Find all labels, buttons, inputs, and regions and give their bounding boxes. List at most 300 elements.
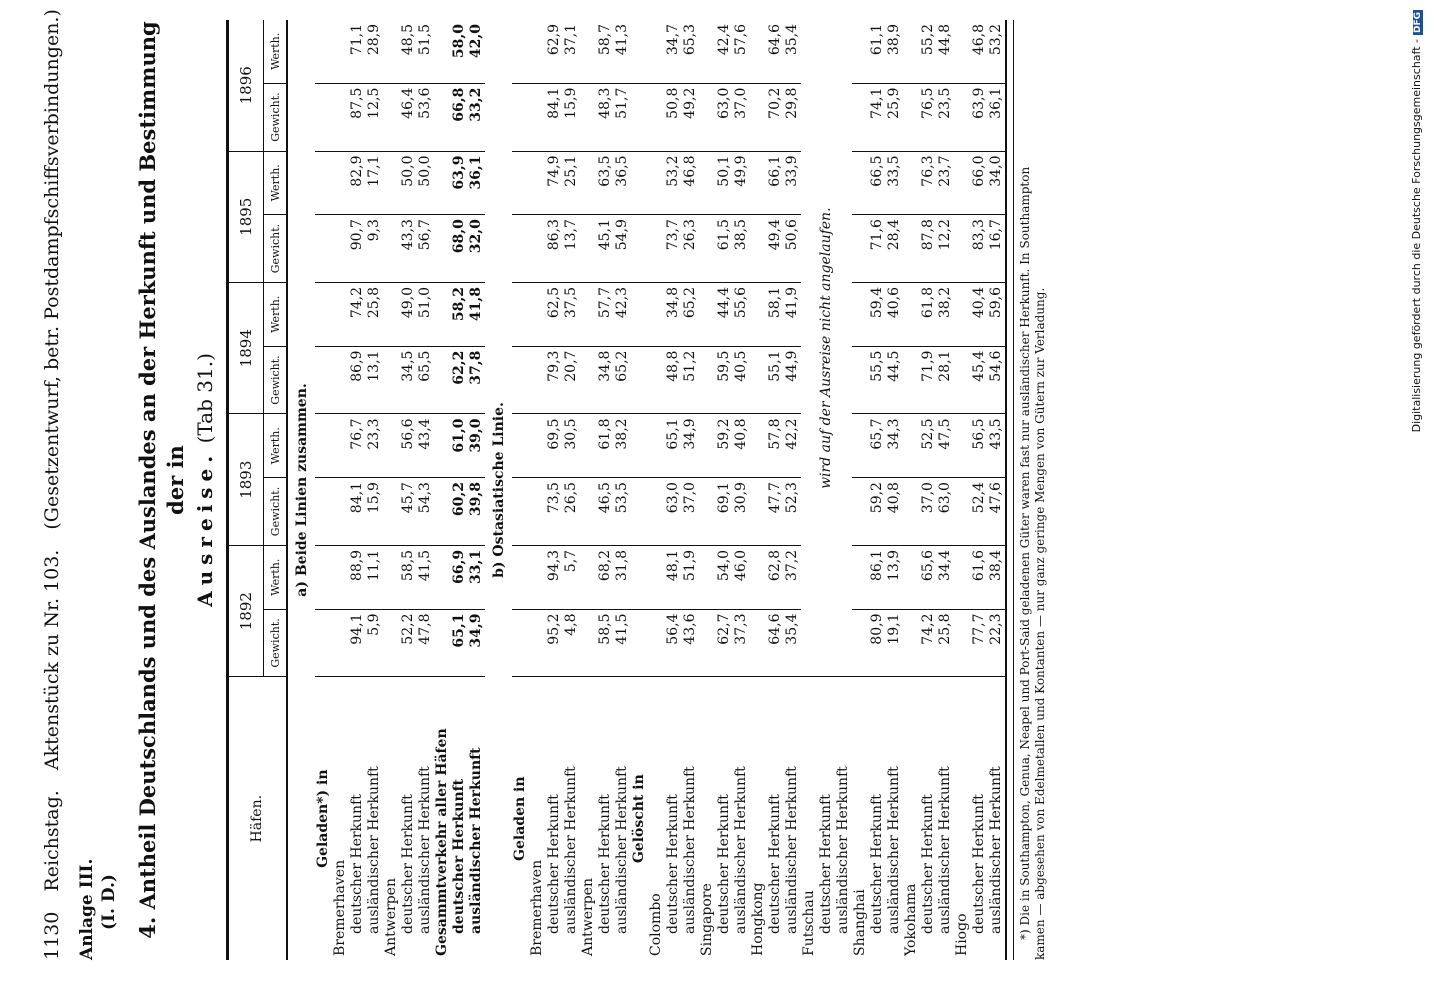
cell-value: 37,2 bbox=[784, 545, 801, 609]
table-body-b bbox=[485, 20, 529, 960]
cell-value: 56,4 bbox=[665, 609, 682, 677]
cell-value: 34,5 bbox=[400, 346, 417, 414]
cell-value: 44,5 bbox=[886, 346, 903, 414]
cell-value: 28,1 bbox=[937, 346, 954, 414]
cell-value: 55,5 bbox=[869, 346, 886, 414]
origin-label: deutscher Herkunft bbox=[349, 794, 365, 934]
cell-value: 17,1 bbox=[366, 151, 383, 215]
table-row bbox=[682, 20, 699, 960]
origin-label: deutscher Herkunft bbox=[716, 794, 732, 934]
origin-label: deutscher Herkunft bbox=[451, 778, 467, 934]
table-row bbox=[767, 20, 784, 960]
table-row bbox=[937, 20, 954, 960]
cell-value: 50,0 bbox=[417, 151, 434, 215]
cell-value: 33,1 bbox=[468, 545, 485, 609]
origin-label: ausländischer Herkunft bbox=[614, 766, 630, 934]
year-header: 1894 bbox=[228, 282, 264, 413]
cell-value: 86,1 bbox=[869, 545, 886, 609]
cell-value: 12,2 bbox=[937, 215, 954, 283]
cell-value: 30,5 bbox=[563, 414, 580, 478]
cell-value: 45,4 bbox=[971, 346, 988, 414]
origin-label: deutscher Herkunft bbox=[767, 794, 783, 934]
cell-value: 66,5 bbox=[869, 151, 886, 215]
cell-value: 61,1 bbox=[869, 20, 886, 83]
table-row bbox=[349, 20, 366, 960]
cell-value: 13,9 bbox=[886, 545, 903, 609]
cell-value: 44,8 bbox=[937, 20, 954, 83]
origin-label: deutscher Herkunft bbox=[400, 794, 416, 934]
section-label: a) bbox=[294, 581, 310, 597]
table-row bbox=[614, 20, 631, 960]
group-label: Gelöscht bbox=[631, 794, 647, 864]
document-ref: Aktenstück zu Nr. 103. bbox=[41, 549, 63, 771]
cell-value: 36,5 bbox=[614, 151, 631, 215]
cell-value: 38,9 bbox=[886, 20, 903, 83]
cell-value: 61,0 bbox=[451, 414, 468, 478]
cell-value: 57,6 bbox=[733, 20, 750, 83]
cell-value: 34,8 bbox=[665, 282, 682, 346]
cell-value: 23,5 bbox=[937, 83, 954, 151]
cell-value: 66,0 bbox=[971, 151, 988, 215]
origin-label: deutscher Herkunft bbox=[546, 794, 562, 934]
cell-value: 76,3 bbox=[920, 151, 937, 215]
cell-value: 77,7 bbox=[971, 609, 988, 677]
cell-value: 56,6 bbox=[400, 414, 417, 478]
cell-value: 56,7 bbox=[417, 215, 434, 283]
cell-value: 42,4 bbox=[716, 20, 733, 83]
harbor-header: Häfen. bbox=[228, 677, 288, 960]
cell-value: 68,2 bbox=[597, 545, 614, 609]
cell-value: 62,7 bbox=[716, 609, 733, 677]
cell-value: 15,9 bbox=[563, 83, 580, 151]
cell-value: 35,4 bbox=[784, 609, 801, 677]
cell-value: 58,5 bbox=[597, 609, 614, 677]
cell-value: 61,8 bbox=[597, 414, 614, 478]
cell-value: 22,3 bbox=[988, 609, 1006, 677]
cell-value: 94,1 bbox=[349, 609, 366, 677]
cell-value: 69,5 bbox=[546, 414, 563, 478]
port-row bbox=[699, 20, 716, 960]
table-row bbox=[784, 20, 801, 960]
group-label: Geladen bbox=[512, 796, 528, 861]
cell-value: 57,8 bbox=[767, 414, 784, 478]
origin-label: ausländischer Herkunft bbox=[468, 747, 484, 934]
cell-value: 48,8 bbox=[665, 346, 682, 414]
cell-value: 40,6 bbox=[886, 282, 903, 346]
cell-value: 94,3 bbox=[546, 545, 563, 609]
cell-value: 65,2 bbox=[614, 346, 631, 414]
cell-value: 71,9 bbox=[920, 346, 937, 414]
cell-value: 74,1 bbox=[869, 83, 886, 151]
cell-value: 33,9 bbox=[784, 151, 801, 215]
cell-value: 42,0 bbox=[468, 20, 485, 83]
cell-value: 12,5 bbox=[366, 83, 383, 151]
cell-value: 46,0 bbox=[733, 545, 750, 609]
cell-value: 58,0 bbox=[451, 20, 468, 83]
page-title: 4. Antheil Deutschlands und des Auslandes an der Herkunft und Bestimmung der in bbox=[135, 21, 188, 939]
cell-value: 52,2 bbox=[400, 609, 417, 677]
cell-value: 37,1 bbox=[563, 20, 580, 83]
cell-value: 36,1 bbox=[988, 83, 1006, 151]
section-heading bbox=[287, 20, 315, 960]
table-row bbox=[665, 20, 682, 960]
cell-value: 48,1 bbox=[665, 545, 682, 609]
section-title: Ostasiatische Linie. bbox=[491, 402, 507, 557]
cell-value: 11,1 bbox=[366, 545, 383, 609]
cell-value: 44,9 bbox=[784, 346, 801, 414]
cell-value: 30,9 bbox=[733, 478, 750, 546]
cell-value: 46,8 bbox=[971, 20, 988, 83]
cell-value: 63,9 bbox=[451, 151, 468, 215]
cell-value: 50,8 bbox=[665, 83, 682, 151]
running-header bbox=[40, 0, 64, 960]
cell-value: 52,5 bbox=[920, 414, 937, 478]
cell-value: 61,6 bbox=[971, 545, 988, 609]
port-name: Singapore bbox=[699, 883, 715, 956]
cell-value: 74,9 bbox=[546, 151, 563, 215]
value-header: Werth. bbox=[264, 545, 288, 609]
cell-value: 9,3 bbox=[366, 215, 383, 283]
cell-value: 34,4 bbox=[937, 545, 954, 609]
weight-header: Gewicht. bbox=[264, 346, 288, 414]
port-row bbox=[852, 20, 869, 960]
cell-value: 64,6 bbox=[767, 20, 784, 83]
cell-value: 83,3 bbox=[971, 215, 988, 283]
cell-value: 65,5 bbox=[417, 346, 434, 414]
cell-value: 87,5 bbox=[349, 83, 366, 151]
cell-value: 38,2 bbox=[614, 414, 631, 478]
cell-value: 86,9 bbox=[349, 346, 366, 414]
cell-value: 5,7 bbox=[563, 545, 580, 609]
cell-value: 38,5 bbox=[733, 215, 750, 283]
cell-value: 62,8 bbox=[767, 545, 784, 609]
cell-value: 55,6 bbox=[733, 282, 750, 346]
origin-label: deutscher Herkunft bbox=[665, 794, 681, 934]
table-row bbox=[417, 20, 434, 960]
cell-value: 53,5 bbox=[614, 478, 631, 546]
cell-value: 26,3 bbox=[682, 215, 699, 283]
cell-value: 82,9 bbox=[349, 151, 366, 215]
cell-value: 41,5 bbox=[614, 609, 631, 677]
cell-value: 53,6 bbox=[417, 83, 434, 151]
table-row bbox=[716, 20, 733, 960]
cell-value: 57,7 bbox=[597, 282, 614, 346]
port-name: Futschau bbox=[801, 890, 817, 956]
cell-value: 59,2 bbox=[869, 478, 886, 546]
cell-value: 19,1 bbox=[886, 609, 903, 677]
cell-value: 48,5 bbox=[400, 20, 417, 83]
table-row bbox=[920, 20, 937, 960]
origin-label: ausländischer Herkunft bbox=[835, 766, 851, 934]
origin-label: ausländischer Herkunft bbox=[733, 766, 749, 934]
port-name: Yokohama bbox=[903, 883, 919, 956]
cell-value: 76,5 bbox=[920, 83, 937, 151]
weight-header: Gewicht. bbox=[264, 83, 288, 151]
cell-value: 60,2 bbox=[451, 478, 468, 546]
cell-value: 74,2 bbox=[349, 282, 366, 346]
cell-value: 34,8 bbox=[597, 346, 614, 414]
cell-value: 64,6 bbox=[767, 609, 784, 677]
statistics-table bbox=[226, 20, 1007, 960]
cell-value: 80,9 bbox=[869, 609, 886, 677]
cell-value: 20,7 bbox=[563, 346, 580, 414]
digitization-credit bbox=[1410, 10, 1428, 990]
table-row bbox=[971, 20, 988, 960]
cell-value: 37,0 bbox=[733, 83, 750, 151]
table-row bbox=[886, 20, 903, 960]
cell-value: 47,5 bbox=[937, 414, 954, 478]
subtitle-word: Ausreise. bbox=[193, 449, 217, 607]
cell-value: 40,8 bbox=[886, 478, 903, 546]
value-header: Werth. bbox=[264, 282, 288, 346]
cell-value: 25,1 bbox=[563, 151, 580, 215]
cell-value: 37,0 bbox=[920, 478, 937, 546]
cell-value: 52,4 bbox=[971, 478, 988, 546]
cell-value: 71,6 bbox=[869, 215, 886, 283]
cell-value: 63,5 bbox=[597, 151, 614, 215]
cell-value: 63,9 bbox=[971, 83, 988, 151]
value-header: Werth. bbox=[264, 414, 288, 478]
cell-value: 66,8 bbox=[451, 83, 468, 151]
cell-value: 87,8 bbox=[920, 215, 937, 283]
cell-value: 34,9 bbox=[682, 414, 699, 478]
port-name: Hiogo bbox=[954, 913, 970, 956]
cell-value: 49,0 bbox=[400, 282, 417, 346]
value-header: Werth. bbox=[264, 20, 288, 83]
cell-value: 50,0 bbox=[400, 151, 417, 215]
port-row bbox=[903, 20, 920, 960]
port-row bbox=[434, 20, 451, 960]
cell-value: 73,7 bbox=[665, 215, 682, 283]
cell-value: 84,1 bbox=[546, 83, 563, 151]
cell-value: 4,8 bbox=[563, 609, 580, 677]
cell-value: 54,9 bbox=[614, 215, 631, 283]
footnote-line1: *) Die in Southampton, Genua, Neapel und Port-Said geladenen Güter waren fast nur ausländischer Herkunft. In Southampton bbox=[1018, 166, 1032, 940]
origin-label: deutscher Herkunft bbox=[818, 794, 834, 934]
cell-value: 68,0 bbox=[451, 215, 468, 283]
origin-label: ausländischer Herkunft bbox=[366, 766, 382, 934]
parliament-label: Reichstag. bbox=[41, 790, 63, 892]
subtitle-ref: (Tab 31.) bbox=[193, 353, 217, 444]
cell-value: 59,4 bbox=[869, 282, 886, 346]
cell-value: 51,5 bbox=[417, 20, 434, 83]
cell-value: 63,0 bbox=[665, 478, 682, 546]
cell-value: 13,1 bbox=[366, 346, 383, 414]
cell-value: 65,6 bbox=[920, 545, 937, 609]
cell-value: 52,3 bbox=[784, 478, 801, 546]
cell-value: 47,8 bbox=[417, 609, 434, 677]
cell-value: 49,4 bbox=[767, 215, 784, 283]
origin-label: deutscher Herkunft bbox=[971, 794, 987, 934]
cell-value: 59,5 bbox=[716, 346, 733, 414]
page-subtitle bbox=[190, 0, 220, 960]
cell-value: 32,0 bbox=[468, 215, 485, 283]
cell-value: 42,3 bbox=[614, 282, 631, 346]
cell-value: 44,4 bbox=[716, 282, 733, 346]
cell-value: 50,1 bbox=[716, 151, 733, 215]
cell-value: 66,9 bbox=[451, 545, 468, 609]
cell-value: 35,4 bbox=[784, 20, 801, 83]
port-name: Gesammtverkehr aller Häfen bbox=[434, 728, 450, 956]
cell-value: 63,0 bbox=[937, 478, 954, 546]
footnote bbox=[1013, 20, 1048, 960]
year-header: 1893 bbox=[228, 414, 264, 545]
cell-value: 29,8 bbox=[784, 83, 801, 151]
table-row bbox=[869, 20, 886, 960]
annex-line2: (I. D.) bbox=[99, 874, 119, 930]
cell-value: 90,7 bbox=[349, 215, 366, 283]
cell-value: 46,4 bbox=[400, 83, 417, 151]
origin-label: ausländischer Herkunft bbox=[886, 766, 902, 934]
table-row bbox=[468, 20, 485, 960]
cell-value: 63,0 bbox=[716, 83, 733, 151]
cell-value: 65,7 bbox=[869, 414, 886, 478]
cell-value: 58,5 bbox=[400, 545, 417, 609]
document-subject: (Gesetzentwurf, betr. Postdampfschiffsverbindungen.) bbox=[41, 9, 63, 530]
group-heading bbox=[512, 20, 529, 960]
weight-header: Gewicht. bbox=[264, 478, 288, 546]
table-row bbox=[366, 20, 383, 960]
value-header: Werth. bbox=[264, 151, 288, 215]
table-row bbox=[451, 20, 468, 960]
cell-value: 65,2 bbox=[682, 282, 699, 346]
cell-value: 58,7 bbox=[597, 20, 614, 83]
table-row bbox=[546, 20, 563, 960]
cell-value: 23,7 bbox=[937, 151, 954, 215]
cell-value: 65,1 bbox=[665, 414, 682, 478]
cell-value: 50,6 bbox=[784, 215, 801, 283]
cell-value: 43,5 bbox=[988, 414, 1006, 478]
cell-value: 13,7 bbox=[563, 215, 580, 283]
cell-value: 55,1 bbox=[767, 346, 784, 414]
cell-value: 84,1 bbox=[349, 478, 366, 546]
group-label: Geladen*) bbox=[315, 789, 331, 868]
cell-value: 51,0 bbox=[417, 282, 434, 346]
group-in: in bbox=[512, 776, 528, 792]
origin-label: ausländischer Herkunft bbox=[563, 766, 579, 934]
cell-value: 95,2 bbox=[546, 609, 563, 677]
cell-value: 53,2 bbox=[988, 20, 1006, 83]
cell-value: 25,8 bbox=[937, 609, 954, 677]
cell-value: 62,9 bbox=[546, 20, 563, 83]
port-row bbox=[383, 20, 400, 960]
port-row bbox=[648, 20, 665, 960]
port-name: Antwerpen bbox=[383, 878, 399, 956]
origin-label: ausländischer Herkunft bbox=[784, 766, 800, 934]
origin-label: deutscher Herkunft bbox=[920, 794, 936, 934]
annex-label bbox=[76, 0, 120, 960]
cell-value: 54,3 bbox=[417, 478, 434, 546]
group-heading bbox=[631, 20, 648, 960]
origin-label: deutscher Herkunft bbox=[869, 794, 885, 934]
cell-value: 42,2 bbox=[784, 414, 801, 478]
origin-label: ausländischer Herkunft bbox=[937, 766, 953, 934]
cell-value: 37,0 bbox=[682, 478, 699, 546]
cell-value: 25,8 bbox=[366, 282, 383, 346]
cell-value: 47,7 bbox=[767, 478, 784, 546]
origin-label: deutscher Herkunft bbox=[597, 794, 613, 934]
table-row bbox=[563, 20, 580, 960]
origin-label: ausländischer Herkunft bbox=[988, 766, 1004, 934]
cell-value: 28,4 bbox=[886, 215, 903, 283]
table-body bbox=[287, 20, 332, 960]
table-row bbox=[733, 20, 750, 960]
group-in: in bbox=[631, 774, 647, 790]
cell-value: 51,2 bbox=[682, 346, 699, 414]
port-row bbox=[954, 20, 971, 960]
annex-line1: Anlage III. bbox=[77, 858, 97, 960]
cell-value: 62,5 bbox=[546, 282, 563, 346]
cell-value: 38,4 bbox=[988, 545, 1006, 609]
port-row bbox=[580, 20, 597, 960]
cell-value: 45,7 bbox=[400, 478, 417, 546]
port-name: Antwerpen bbox=[580, 878, 596, 956]
cell-value: 55,2 bbox=[920, 20, 937, 83]
cell-value: 43,6 bbox=[682, 609, 699, 677]
cell-value: 34,3 bbox=[886, 414, 903, 478]
cell-value: 41,8 bbox=[468, 282, 485, 346]
cell-value: 34,0 bbox=[988, 151, 1006, 215]
cell-value: 53,2 bbox=[665, 151, 682, 215]
weight-header: Gewicht. bbox=[264, 609, 288, 677]
cell-value: 65,3 bbox=[682, 20, 699, 83]
page-number: 1130 bbox=[41, 911, 63, 960]
cell-value: 61,5 bbox=[716, 215, 733, 283]
year-header: 1896 bbox=[228, 20, 264, 151]
table-row bbox=[801, 20, 818, 960]
port-name: Bremerhaven bbox=[332, 859, 348, 956]
cell-value: 62,2 bbox=[451, 346, 468, 414]
table-row bbox=[597, 20, 614, 960]
cell-value: 58,1 bbox=[767, 282, 784, 346]
year-header: 1895 bbox=[228, 151, 264, 282]
cell-value: 25,9 bbox=[886, 83, 903, 151]
cell-value: 88,9 bbox=[349, 545, 366, 609]
cell-value: 73,5 bbox=[546, 478, 563, 546]
cell-value: 46,8 bbox=[682, 151, 699, 215]
cell-value: 51,7 bbox=[614, 83, 631, 151]
cell-value: 39,8 bbox=[468, 478, 485, 546]
cell-value: 34,7 bbox=[665, 20, 682, 83]
document-page bbox=[40, 0, 1048, 960]
cell-value: 36,1 bbox=[468, 151, 485, 215]
cell-value: 59,6 bbox=[988, 282, 1006, 346]
cell-value: 69,1 bbox=[716, 478, 733, 546]
cell-value: 28,9 bbox=[366, 20, 383, 83]
cell-value: 58,2 bbox=[451, 282, 468, 346]
cell-value: 41,9 bbox=[784, 282, 801, 346]
year-header: 1892 bbox=[228, 545, 264, 676]
cell-value: 15,9 bbox=[366, 478, 383, 546]
cell-value: 86,3 bbox=[546, 215, 563, 283]
cell-value: 76,7 bbox=[349, 414, 366, 478]
cell-value: 43,4 bbox=[417, 414, 434, 478]
cell-value: 74,2 bbox=[920, 609, 937, 677]
footnote-line2: kamen — abgesehen von Edelmetallen und Kontanten — nur ganz geringe Mengen von Gütern zur Verladung. bbox=[1033, 287, 1047, 960]
cell-value: 61,8 bbox=[920, 282, 937, 346]
cell-value: 26,5 bbox=[563, 478, 580, 546]
cell-value: 40,4 bbox=[971, 282, 988, 346]
port-row bbox=[529, 20, 546, 960]
cell-value: 41,5 bbox=[417, 545, 434, 609]
cell-value: 23,3 bbox=[366, 414, 383, 478]
port-name: Shanghai bbox=[852, 889, 868, 956]
cell-value: 49,2 bbox=[682, 83, 699, 151]
cell-value: 65,1 bbox=[451, 609, 468, 677]
cell-value: 51,9 bbox=[682, 545, 699, 609]
cell-value: 46,5 bbox=[597, 478, 614, 546]
cell-value: 54,6 bbox=[988, 346, 1006, 414]
